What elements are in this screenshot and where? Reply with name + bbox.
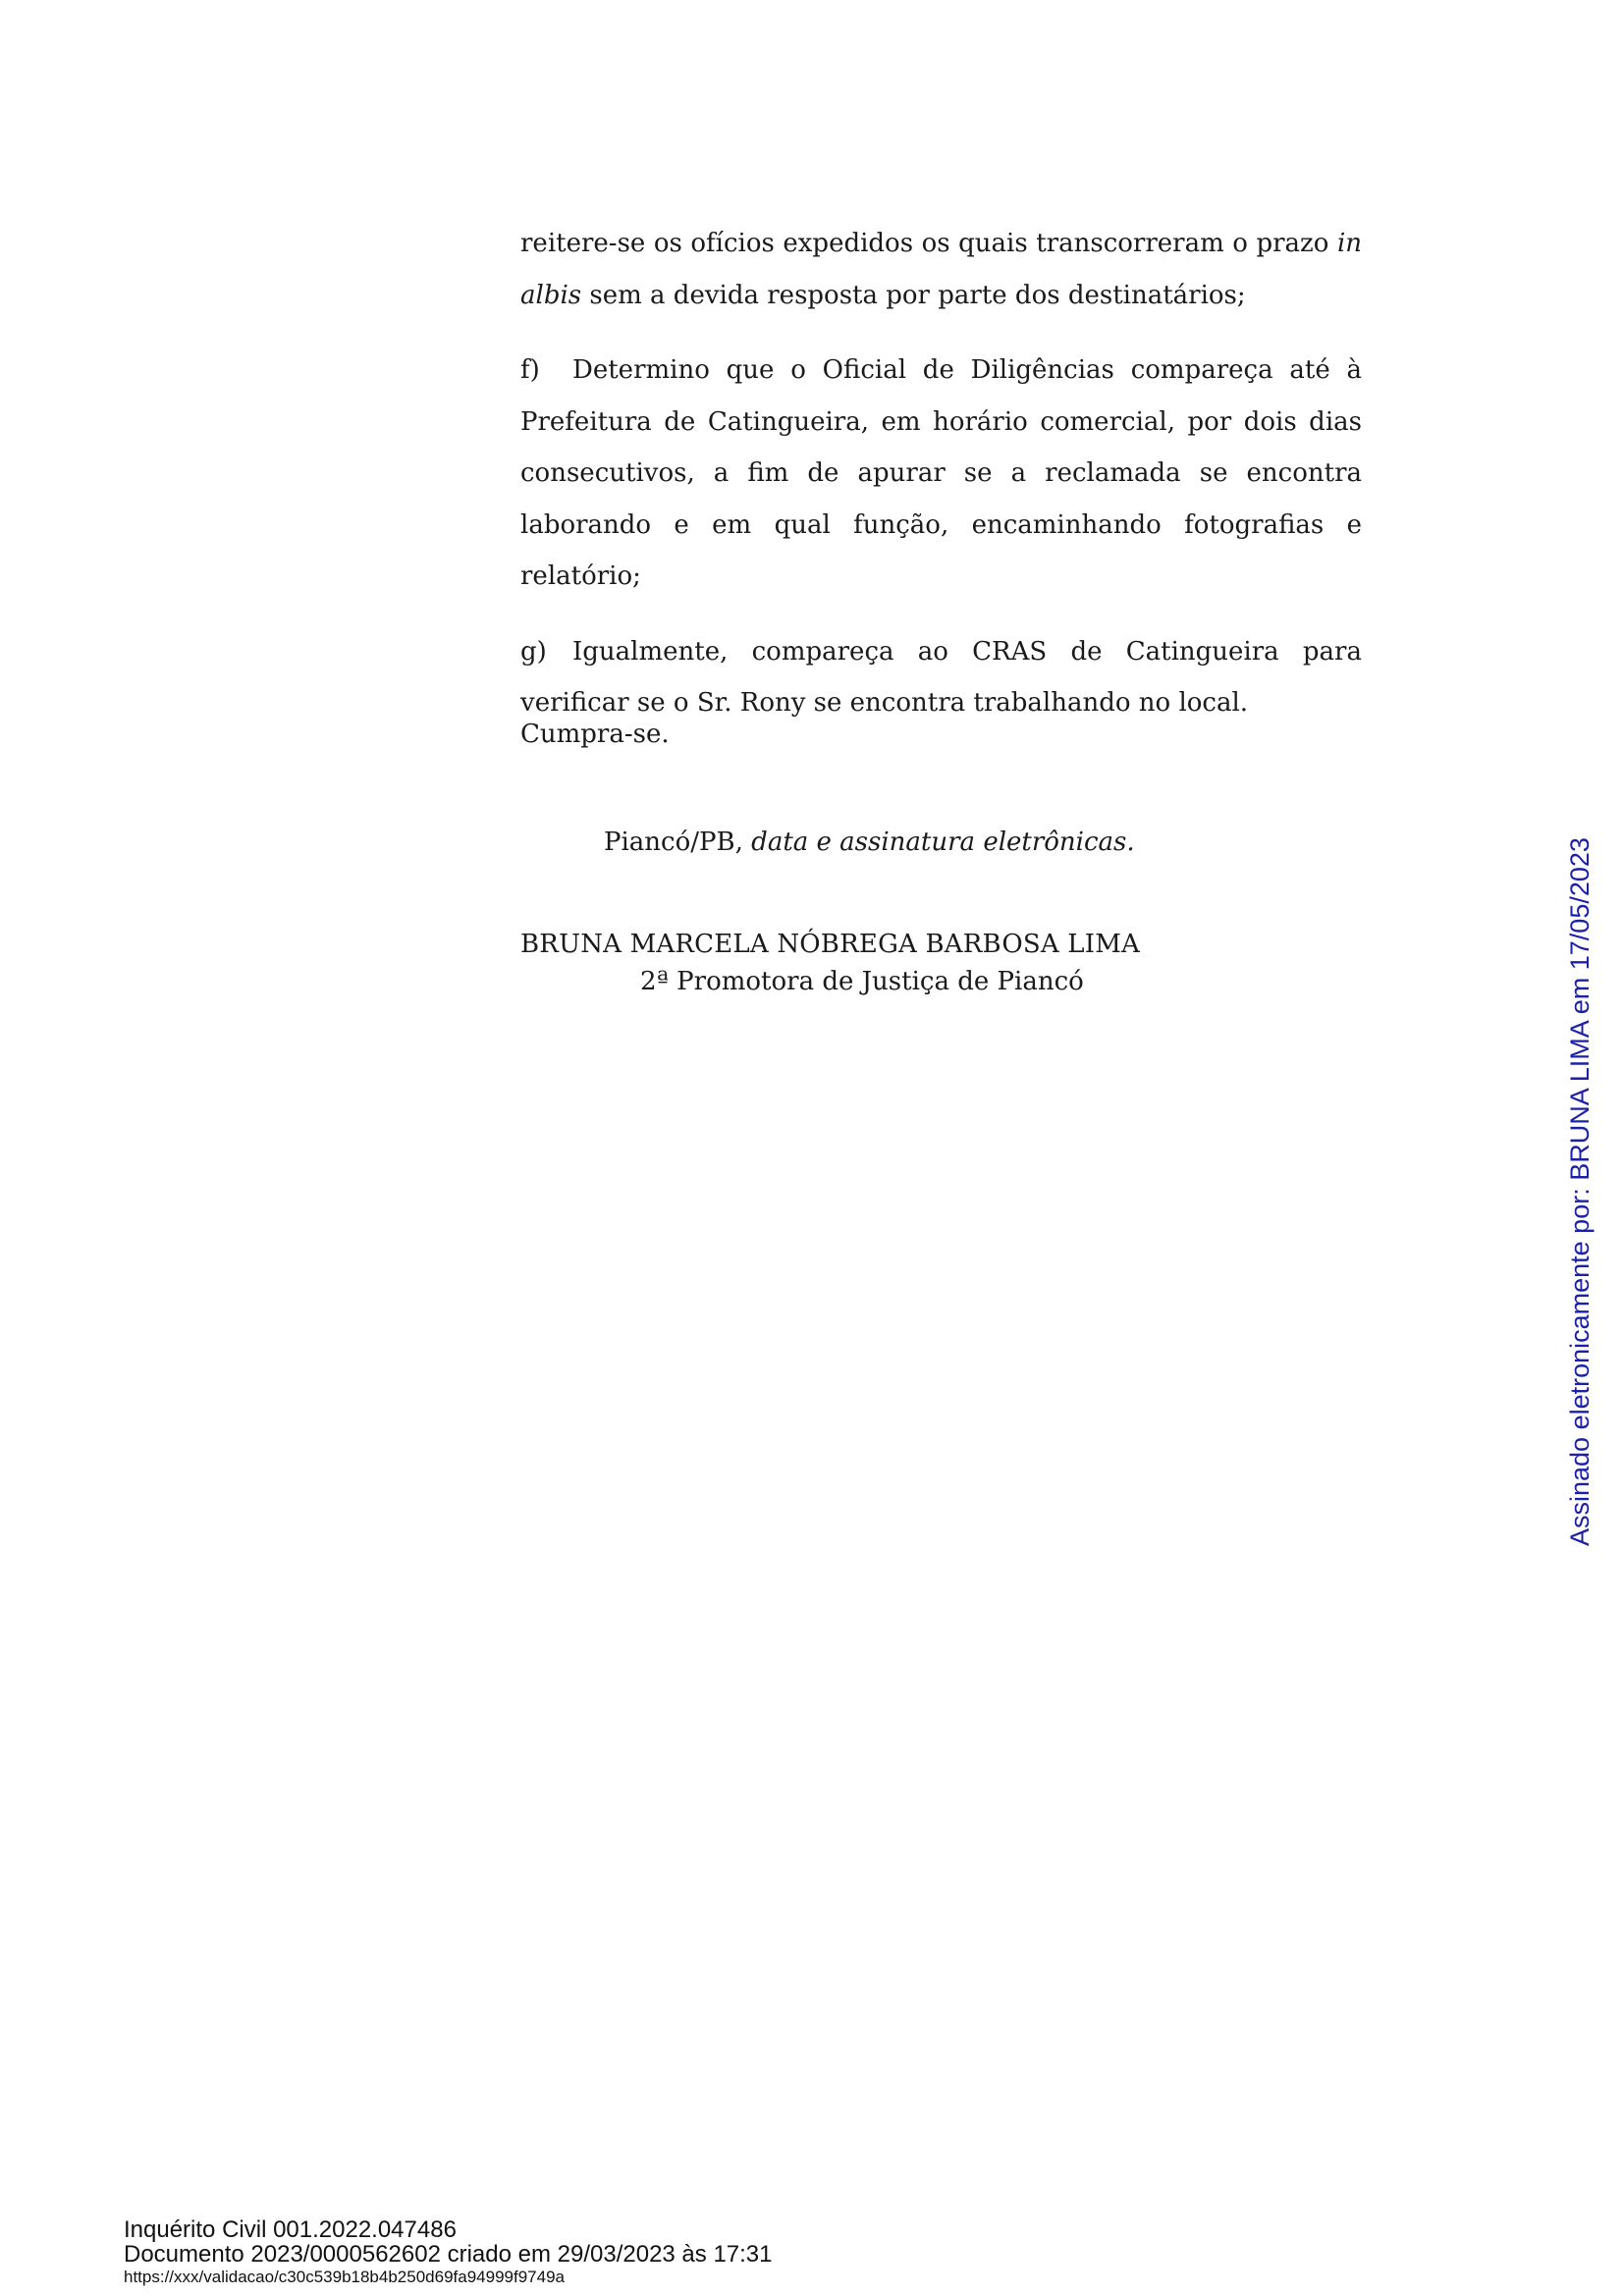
paragraph-item-f xyxy=(520,345,1362,603)
paragraph-text: reitere-se os ofícios expedidos os quais transcorreram o prazo xyxy=(520,229,1337,258)
item-tag: f) xyxy=(520,355,540,385)
signature-stamp-text: Assinado eletronicamente por: BRUNA LIMA em 17/05/2023 xyxy=(1565,837,1595,1546)
document-body xyxy=(520,218,1362,753)
paragraph-text-end: sem a devida resposta por parte dos destinatários; xyxy=(581,280,1246,310)
item-tag: g) xyxy=(520,636,547,667)
signer-name: BRUNA MARCELA NÓBREGA BARBOSA LIMA xyxy=(520,930,1141,959)
place-date-line xyxy=(604,825,1135,860)
paragraph-text: Igualmente, compareça ao CRAS de Catingueira para verificar se o Sr. Rony se encontra trabalhando no local. xyxy=(520,636,1362,718)
footer-case-number: Inquérito Civil 001.2022.047486 xyxy=(124,2216,457,2243)
footer-document-id: Documento 2023/0000562602 criado em 29/03/2023 às 17:31 xyxy=(124,2241,773,2268)
place-text: Piancó/PB, xyxy=(604,828,752,857)
paragraph-item-g xyxy=(520,626,1362,729)
paragraph-text: Determino que o Oficial de Diligências compareça até à Prefeitura de Catingueira, em horário comercial, por dois dias consecutivos, a fim de apurar se a reclamada se encontra laborando e em qual função, encaminhando fotografias e relatório; xyxy=(520,355,1362,591)
latin-term: in albis xyxy=(520,229,1362,310)
closing-phrase: Cumpra-se. xyxy=(520,720,670,749)
document-footer xyxy=(124,2217,773,2288)
signer-role: 2ª Promotora de Justiça de Piancó xyxy=(640,967,1084,996)
paragraph-reiterate xyxy=(520,218,1362,321)
footer-validation-link[interactable]: https://xxx/validacao/c30c539b18b4b250d69fa94999f9749a xyxy=(124,2268,565,2286)
electronic-date-note: data e assinatura eletrônicas. xyxy=(751,828,1135,857)
